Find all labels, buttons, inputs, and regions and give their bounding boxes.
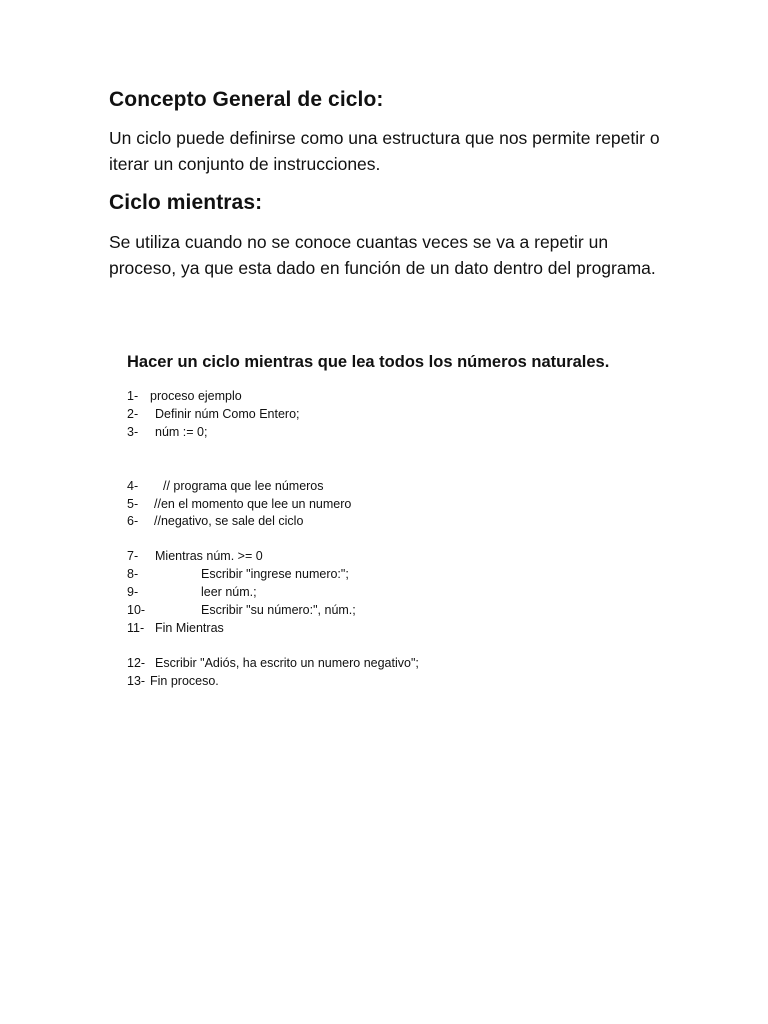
line-text: proceso ejemplo [150,389,242,403]
mientras-paragraph: Se utiliza cuando no se conoce cuantas veces se va a repetir un proceso, ya que esta dado en función de un dato dentro del programa. [109,232,656,278]
line-text: Fin proceso. [150,674,219,688]
line-number: 9- [127,585,139,599]
concepto-paragraph: Un ciclo puede definirse como una estructura que nos permite repetir o iterar un conjunto de instrucciones. [109,128,660,174]
line-number: 12- [127,656,146,670]
concepto-heading: Concepto General de ciclo: [109,88,384,111]
exercise-title: Hacer un ciclo mientras que lea todos los números naturales. [127,353,610,371]
line-number: 13- [127,674,146,688]
line-number: 6- [127,514,139,528]
line-text: Definir núm Como Entero; [155,407,300,421]
line-text: Mientras núm. >= 0 [155,549,263,563]
line-number: 2- [127,407,139,421]
line-text: leer núm.; [201,585,257,599]
line-text: //negativo, se sale del ciclo [154,514,304,528]
line-text: Escribir "su número:", núm.; [201,603,356,617]
line-number: 8- [127,567,139,581]
line-text: núm := 0; [155,425,208,439]
line-number: 4- [127,479,139,493]
line-text: Escribir "ingrese numero:"; [201,567,349,581]
line-text: //en el momento que lee un numero [154,497,352,511]
line-number: 11- [127,621,145,635]
line-number: 10- [127,603,146,617]
line-number: 3- [127,425,139,439]
line-text: Escribir "Adiós, ha escrito un numero negativo"; [155,656,419,670]
line-text: // programa que lee números [163,479,324,493]
mientras-heading: Ciclo mientras: [109,191,263,214]
line-number: 1- [127,389,139,403]
line-text: Fin Mientras [155,621,224,635]
line-number: 7- [127,549,139,563]
line-number: 5- [127,497,139,511]
